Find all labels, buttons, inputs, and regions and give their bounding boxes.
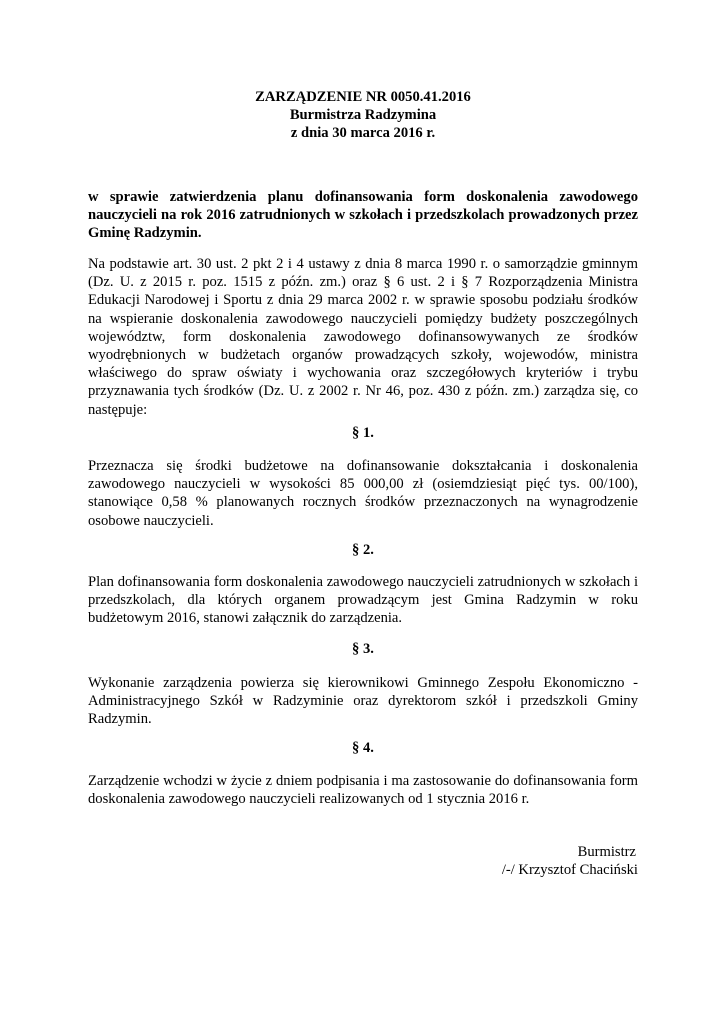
preamble-paragraph: Na podstawie art. 30 ust. 2 pkt 2 i 4 ustawy z dnia 8 marca 1990 r. o samorządzie gminnym (Dz. U. z 2015 r. poz. 1515 z późn. zm.) oraz § 6 ust. 2 i § 7 Rozporządzenia Ministra Edukacji Narodowej i Sportu z dnia 29 marca 2002 r. w sprawie sposobu podziału środków na wspieranie doskonalenia zawodowego nauczycieli pomiędzy budżety poszczególnych województw, form doskonalenia zawodowego dofinansowywanych ze środków wyodrębnionych w budżetach organów prowadzących szkoły, wojewodów, ministra właściwego do spraw oświaty i wychowania oraz szczegółowych kryteriów i trybu przyznawania tych środków (Dz. U. z 2002 r. Nr 46, poz. 430 z późn. zm.) zarządza się, co następuje: (88, 256, 638, 418)
document-subject: w sprawie zatwierdzenia planu dofinansowania form doskonalenia zawodowego nauczycieli na rok 2016 zatrudnionych w szkołach i przedszkolach prowadzonych przez Gminę Radzymin. (88, 189, 638, 242)
document-header (88, 88, 638, 143)
document-issuer: Burmistrza Radzymina (289, 107, 437, 124)
document-page (88, 0, 638, 1024)
section-4-heading: § 4. (352, 740, 374, 756)
section-3-heading: § 3. (352, 641, 374, 657)
signature-role: Burmistrz (577, 844, 636, 860)
signature-name: /-/ Krzysztof Chaciński (501, 862, 638, 879)
section-2-text: Plan dofinansowania form doskonalenia zawodowego nauczycieli zatrudnionych w szkołach i przedszkolach, dla których organem prowadzącym jest Gmina Radzymin w roku budżetowym 2016, stanowi załącznik do zarządzenia. (88, 574, 638, 627)
section-1-text: Przeznacza się środki budżetowe na dofinansowanie dokształcania i doskonalenia zawodowego nauczycieli w wysokości 85 000,00 zł (osiemdziesiąt pięć tys. 00/100), stanowiące 0,58 % planowanych rocznych środków przeznaczonych na wynagrodzenie osobowe nauczycieli. (88, 458, 638, 529)
section-3-text: Wykonanie zarządzenia powierza się kierownikowi Gminnego Zespołu Ekonomiczno -Administracyjnego Szkół w Radzyminie oraz dyrektorom szkół i przedszkoli Gminy Radzymin. (88, 675, 638, 728)
section-2-heading: § 2. (352, 542, 374, 558)
document-title: ZARZĄDZENIE NR 0050.41.2016 (255, 89, 471, 105)
signature-block (338, 843, 638, 879)
document-date: z dnia 30 marca 2016 r. (290, 125, 436, 142)
section-4-text: Zarządzenie wchodzi w życie z dniem podpisania i ma zastosowanie do dofinansowania form doskonalenia zawodowego nauczycieli realizowanych od 1 stycznia 2016 r. (88, 773, 638, 808)
section-1-heading: § 1. (352, 425, 374, 441)
